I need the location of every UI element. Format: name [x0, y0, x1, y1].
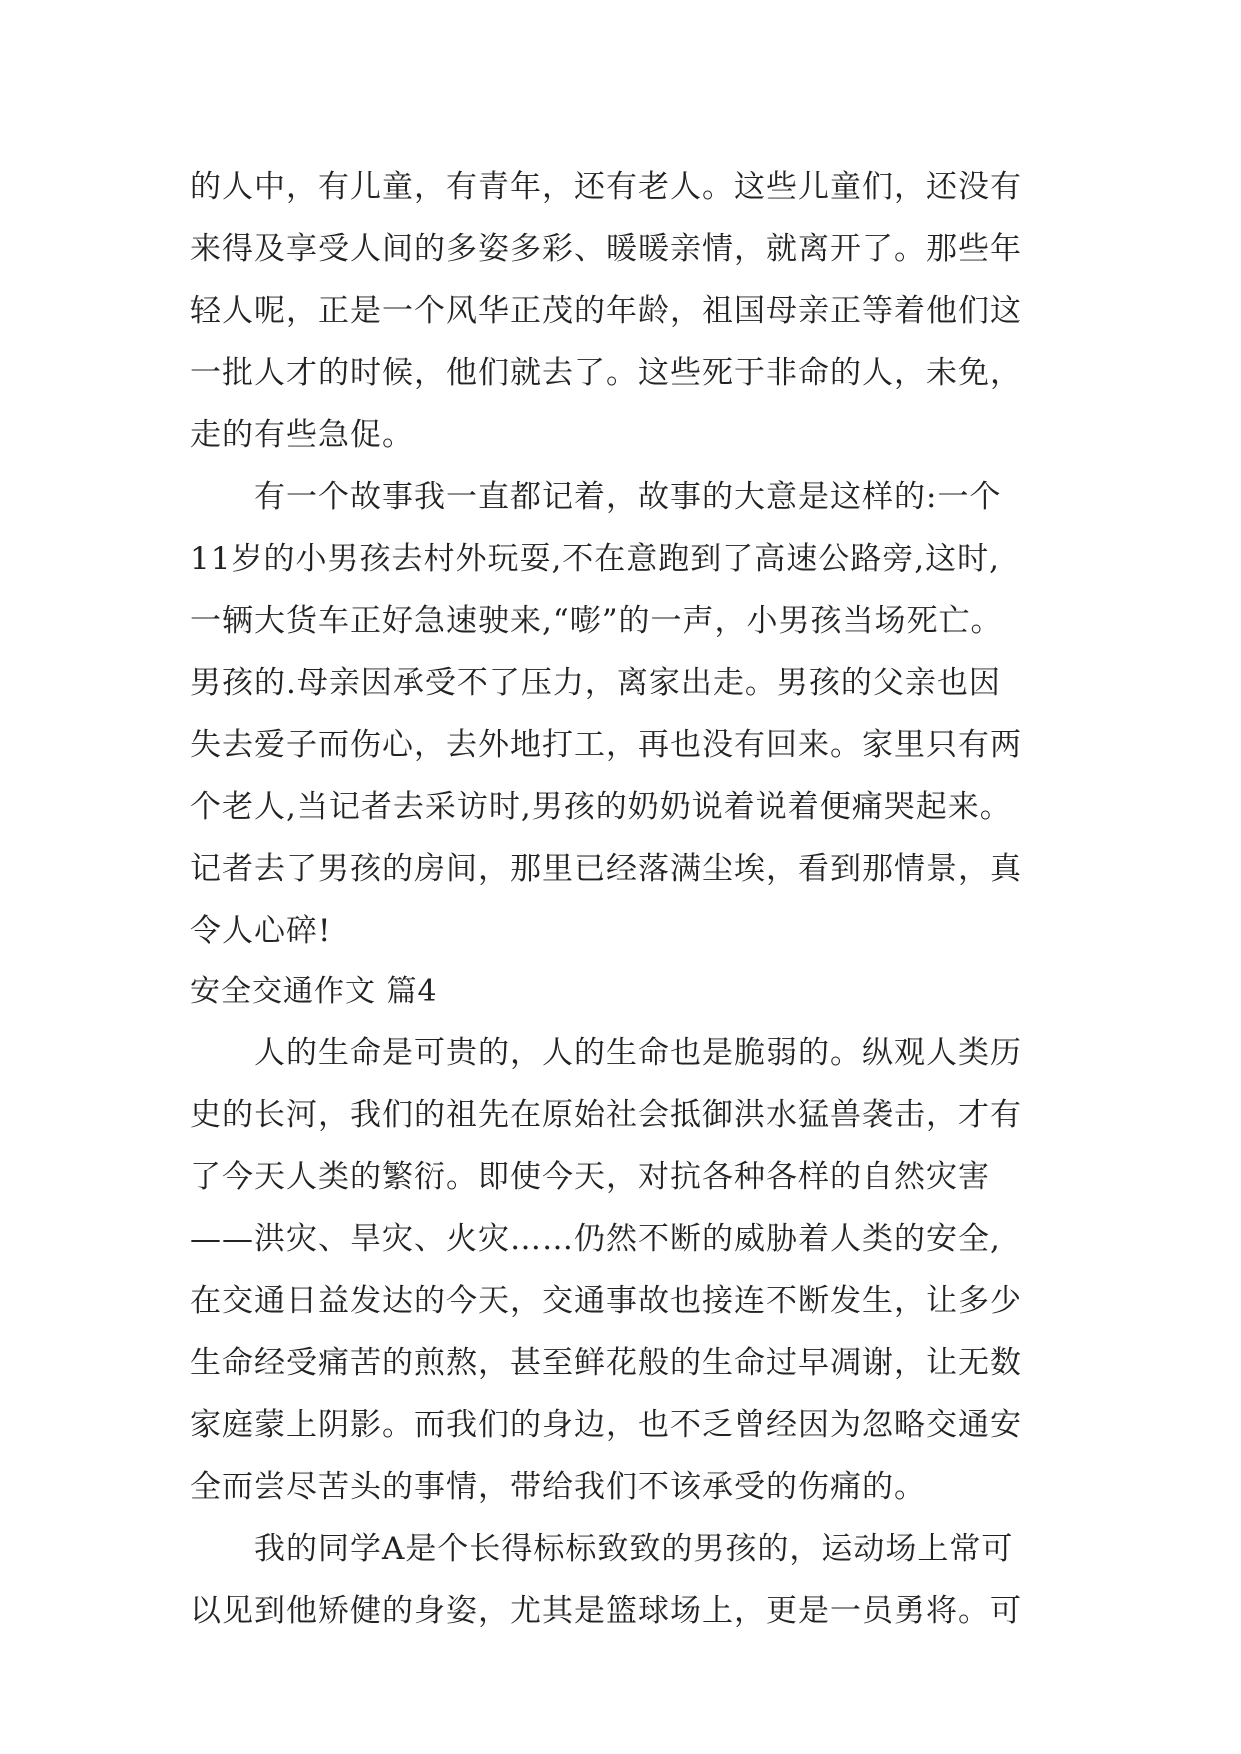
text-line: 人的生命是可贵的，人的生命也是脆弱的。纵观人类历	[254, 1035, 1022, 1071]
text-line: 有一个故事我一直都记着，故事的大意是这样的:一个	[254, 479, 1002, 515]
paragraph-1	[190, 156, 1050, 466]
text-line: 记者去了男孩的房间，那里已经落满尘埃，看到那情景，真	[190, 851, 1022, 887]
text-line: 的人中，有儿童，有青年，还有老人。这些儿童们，还没有	[190, 169, 1022, 205]
text-line: 全而尝尽苦头的事情，带给我们不该承受的伤痛的。	[190, 1469, 926, 1505]
text-line: 史的长河，我们的祖先在原始社会抵御洪水猛兽袭击，才有	[190, 1097, 1022, 1133]
text-line: 我的同学A是个长得标标致致的男孩的，运动场上常可	[254, 1531, 1014, 1567]
text-line: 以见到他矫健的身姿，尤其是篮球场上，更是一员勇将。可	[190, 1593, 1022, 1629]
section-heading: 安全交通作文 篇4	[190, 974, 438, 1009]
text-line: 男孩的.母亲因承受不了压力，离家出走。男孩的父亲也因	[190, 665, 1001, 701]
paragraph-2	[190, 466, 1050, 962]
text-line: 一批人才的时候，他们就去了。这些死于非命的人，未免，	[190, 355, 1022, 391]
paragraph-4	[190, 1518, 1050, 1642]
text-line: 走的有些急促。	[190, 417, 414, 453]
text-line: 令人心碎!	[190, 913, 332, 949]
text-line: 个老人,当记者去采访时,男孩的奶奶说着说着便痛哭起来。	[190, 789, 1012, 825]
text-line: 一辆大货车正好急速驶来,“嘭”的一声，小男孩当场死亡。	[190, 603, 1003, 639]
text-line: ——洪灾、旱灾、火灾……仍然不断的威胁着人类的安全,	[190, 1221, 1001, 1257]
text-line: 11岁的小男孩去村外玩耍,不在意跑到了高速公路旁,这时,	[190, 541, 1001, 577]
paragraph-3	[190, 1022, 1050, 1518]
text-line: 家庭蒙上阴影。而我们的身边，也不乏曾经因为忽略交通安	[190, 1407, 1022, 1443]
text-line: 生命经受痛苦的煎熬，甚至鲜花般的生命过早凋谢，让无数	[190, 1345, 1022, 1381]
text-line: 失去爱子而伤心，去外地打工，再也没有回来。家里只有两	[190, 727, 1022, 763]
text-line: 轻人呢，正是一个风华正茂的年龄，祖国母亲正等着他们这	[190, 293, 1022, 329]
text-line: 来得及享受人间的多姿多彩、暖暖亲情，就离开了。那些年	[190, 231, 1022, 267]
document-body	[190, 156, 1050, 1642]
text-line: 了今天人类的繁衍。即使今天，对抗各种各样的自然灾害	[190, 1159, 990, 1195]
text-line: 在交通日益发达的今天，交通事故也接连不断发生，让多少	[190, 1283, 1022, 1319]
